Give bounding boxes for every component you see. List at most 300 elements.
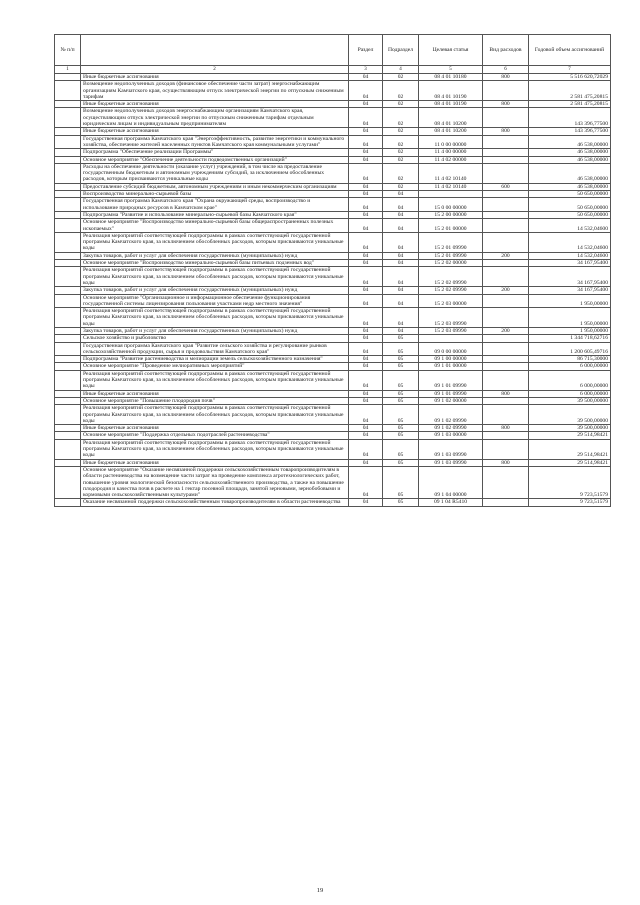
podrazdel-cell: 05 — [383, 356, 419, 363]
csr-cell — [419, 191, 483, 198]
csr-cell: 11 4 00 00000 — [419, 149, 483, 156]
amount-cell: 39 500,00000 — [529, 425, 611, 432]
table-row — [55, 363, 611, 370]
csr-cell: 15 2 01 09990 — [419, 252, 483, 259]
podrazdel-cell: 02 — [383, 163, 419, 183]
amount-cell: 46 538,00000 — [529, 163, 611, 183]
row-name-cell: Государственная программа Камчатского края "Охрана окружающей среды, воспроизводство и использование природных ресурсов в Камчатском крае" — [81, 198, 349, 212]
podrazdel-cell: 05 — [383, 439, 419, 459]
vr-cell — [483, 363, 529, 370]
row-num-cell — [55, 287, 81, 294]
vr-cell — [483, 149, 529, 156]
razdel-cell: 04 — [349, 363, 383, 370]
amount-cell: 1 344 718,62716 — [529, 335, 611, 342]
csr-cell: 09 1 03 09990 — [419, 459, 483, 466]
razdel-cell: 04 — [349, 439, 383, 459]
podrazdel-cell: 04 — [383, 327, 419, 334]
podrazdel-cell: 04 — [383, 198, 419, 212]
table-row — [55, 327, 611, 334]
csr-cell: 15 2 02 09990 — [419, 267, 483, 287]
amount-cell: 5 516 620,72029 — [529, 74, 611, 81]
header-vr: Вид расходов — [483, 35, 529, 66]
row-num-cell — [55, 432, 81, 439]
podrazdel-cell: 02 — [383, 101, 419, 108]
row-num-cell — [55, 294, 81, 308]
razdel-cell: 04 — [349, 219, 383, 233]
podrazdel-cell: 05 — [383, 466, 419, 498]
table-row — [55, 198, 611, 212]
table-row — [55, 342, 611, 356]
table-row — [55, 232, 611, 252]
table-row — [55, 370, 611, 390]
csr-cell: 11 4 02 10140 — [419, 163, 483, 183]
row-num-cell — [55, 499, 81, 506]
csr-cell: 09 1 04 00000 — [419, 466, 483, 498]
vr-cell — [483, 232, 529, 252]
amount-cell: 86 715,30000 — [529, 356, 611, 363]
table-body — [55, 74, 611, 507]
row-name-cell: Подпрограмма "Развитие и использование минерально-сырьевой базы Камчатского края" — [81, 211, 349, 218]
csr-cell: 09 1 03 00000 — [419, 432, 483, 439]
row-name-cell: Реализация мероприятий соответствующей подпрограммы в рамках соответствующей государственной программы Камчатского края, за исключением обособленных расходов, которым присваиваются уникальные коды — [81, 308, 349, 328]
row-name-cell: Реализация мероприятий соответствующей подпрограммы в рамках соответствующей государственной программы Камчатского края, за исключением обособленных расходов, которым присваиваются уникальные коды — [81, 439, 349, 459]
row-name-cell: Сельское хозяйство и рыболовство — [81, 335, 349, 342]
row-num-cell — [55, 135, 81, 149]
row-num-cell — [55, 370, 81, 390]
vr-cell — [483, 335, 529, 342]
razdel-cell: 04 — [349, 198, 383, 212]
row-num-cell — [55, 356, 81, 363]
table-row — [55, 287, 611, 294]
podrazdel-cell: 05 — [383, 405, 419, 425]
row-num-cell — [55, 191, 81, 198]
row-name-cell: Закупка товаров, работ и услуг для обеспечения государственных (муниципальных) нужд — [81, 327, 349, 334]
amount-cell: 46 538,00000 — [529, 183, 611, 190]
razdel-cell: 04 — [349, 108, 383, 128]
row-name-cell: Закупка товаров, работ и услуг для обеспечения государственных (муниципальных) нужд — [81, 252, 349, 259]
podrazdel-cell: 05 — [383, 390, 419, 397]
razdel-cell: 04 — [349, 232, 383, 252]
podrazdel-cell: 02 — [383, 156, 419, 163]
amount-cell: 1 200 605,49716 — [529, 342, 611, 356]
row-name-cell: Воспроизводство минерально-сырьевой базы — [81, 191, 349, 198]
podrazdel-cell: 02 — [383, 108, 419, 128]
table-row — [55, 439, 611, 459]
table-row — [55, 149, 611, 156]
row-num-cell — [55, 308, 81, 328]
colnum: 5 — [419, 66, 483, 74]
razdel-cell: 04 — [349, 128, 383, 135]
row-num-cell — [55, 183, 81, 190]
row-name-cell: Иные бюджетные ассигнования — [81, 459, 349, 466]
row-num-cell — [55, 149, 81, 156]
vr-cell — [483, 466, 529, 498]
amount-cell: 1 950,00000 — [529, 308, 611, 328]
podrazdel-cell: 05 — [383, 397, 419, 404]
podrazdel-cell: 04 — [383, 211, 419, 218]
table-row — [55, 183, 611, 190]
csr-cell: 15 2 02 09990 — [419, 287, 483, 294]
podrazdel-cell: 02 — [383, 74, 419, 81]
amount-cell: 2 581 475,20815 — [529, 81, 611, 101]
razdel-cell: 04 — [349, 191, 383, 198]
podrazdel-cell: 02 — [383, 128, 419, 135]
csr-cell: 11 0 00 00000 — [419, 135, 483, 149]
colnum: 4 — [383, 66, 419, 74]
header-sum: Годовой объем ассигнований — [529, 35, 611, 66]
table-row — [55, 425, 611, 432]
podrazdel-cell: 05 — [383, 499, 419, 506]
razdel-cell: 04 — [349, 149, 383, 156]
amount-cell: 1 950,00000 — [529, 294, 611, 308]
razdel-cell: 04 — [349, 327, 383, 334]
podrazdel-cell: 05 — [383, 425, 419, 432]
row-name-cell: Иные бюджетные ассигнования — [81, 128, 349, 135]
vr-cell — [483, 356, 529, 363]
header-csr: Целевая статья — [419, 35, 483, 66]
razdel-cell: 04 — [349, 260, 383, 267]
table-row — [55, 499, 611, 506]
row-num-cell — [55, 267, 81, 287]
row-num-cell — [55, 232, 81, 252]
amount-cell: 46 538,00000 — [529, 156, 611, 163]
row-name-cell: Иные бюджетные ассигнования — [81, 390, 349, 397]
amount-cell: 143 396,77500 — [529, 128, 611, 135]
amount-cell: 14 532,04600 — [529, 232, 611, 252]
csr-cell: 15 2 01 09990 — [419, 232, 483, 252]
row-name-cell: Основное мероприятие "Воспроизводство минерально-сырьевой базы общераспространенных полезных ископаемых" — [81, 219, 349, 233]
razdel-cell: 04 — [349, 252, 383, 259]
razdel-cell: 04 — [349, 294, 383, 308]
vr-cell — [483, 108, 529, 128]
podrazdel-cell: 05 — [383, 432, 419, 439]
csr-cell: 09 1 02 00000 — [419, 397, 483, 404]
table-row — [55, 294, 611, 308]
table-row — [55, 191, 611, 198]
table-row — [55, 135, 611, 149]
podrazdel-cell: 04 — [383, 232, 419, 252]
podrazdel-cell: 04 — [383, 294, 419, 308]
csr-cell: 08 4 01 10200 — [419, 108, 483, 128]
row-name-cell: Иные бюджетные ассигнования — [81, 425, 349, 432]
podrazdel-cell: 04 — [383, 260, 419, 267]
vr-cell — [483, 294, 529, 308]
podrazdel-cell: 04 — [383, 267, 419, 287]
csr-cell: 15 0 00 00000 — [419, 198, 483, 212]
colnum: 6 — [483, 66, 529, 74]
vr-cell — [483, 156, 529, 163]
razdel-cell: 04 — [349, 211, 383, 218]
podrazdel-cell: 04 — [383, 191, 419, 198]
razdel-cell: 04 — [349, 342, 383, 356]
razdel-cell: 04 — [349, 356, 383, 363]
row-num-cell — [55, 459, 81, 466]
podrazdel-cell: 04 — [383, 287, 419, 294]
row-name-cell: Основное мероприятие "Воспроизводство минерально-сырьевой базы питьевых подземных вод" — [81, 260, 349, 267]
amount-cell: 34 167,95400 — [529, 267, 611, 287]
row-name-cell: Расходы на обеспечение деятельности (оказание услуг) учреждений, в том числе на предоставление государственным бюджетным и автономным учреждениям субсидий, за исключением обособленных расходов, которым присваиваются уникальные коды — [81, 163, 349, 183]
row-name-cell: Основное мероприятие "Оказание несвязанной поддержки сельскохозяйственным товаропроизводителям в области растениеводства на возмещение части затрат на проведение комплекса агротехнологических работ, повышение уровня экологической безопасности сельскохозяйственного производства, а также на повышение плодородия и качества почв в расчете на 1 гектар посевной площади, занятой зерновыми, зернобобовыми и кормовыми сельскохозяйственными культурами" — [81, 466, 349, 498]
razdel-cell: 04 — [349, 267, 383, 287]
amount-cell: 6 000,00000 — [529, 370, 611, 390]
podrazdel-cell: 05 — [383, 370, 419, 390]
vr-cell: 800 — [483, 459, 529, 466]
budget-table — [54, 34, 611, 507]
vr-cell: 800 — [483, 74, 529, 81]
header-num: № п/п — [55, 35, 81, 66]
csr-cell — [419, 335, 483, 342]
vr-cell — [483, 260, 529, 267]
page-number: 19 — [316, 887, 324, 894]
row-num-cell — [55, 101, 81, 108]
amount-cell: 9 723,51579 — [529, 466, 611, 498]
row-name-cell: Возмещение недополученных доходов энергоснабжающим организациям Камчатского края, осуществляющим отпуск электрической энергии по отпускным сниженным тарифам отдельным юридическим лицам и индивидуальным предпринимателям — [81, 108, 349, 128]
razdel-cell: 04 — [349, 499, 383, 506]
row-name-cell: Основное мероприятие "Повышение плодородия почв" — [81, 397, 349, 404]
vr-cell: 600 — [483, 183, 529, 190]
column-number-row — [55, 66, 611, 74]
row-name-cell: Реализация мероприятий соответствующей подпрограммы в рамках соответствующей государственной программы Камчатского края, за исключением обособленных расходов, которым присваиваются уникальные коды — [81, 370, 349, 390]
csr-cell: 09 1 02 09990 — [419, 405, 483, 425]
vr-cell — [483, 198, 529, 212]
row-name-cell: Закупка товаров, работ и услуг для обеспечения государственных (муниципальных) нужд — [81, 287, 349, 294]
podrazdel-cell: 02 — [383, 81, 419, 101]
razdel-cell: 04 — [349, 81, 383, 101]
razdel-cell: 04 — [349, 308, 383, 328]
amount-cell: 39 500,00000 — [529, 397, 611, 404]
amount-cell: 46 538,00000 — [529, 149, 611, 156]
row-num-cell — [55, 81, 81, 101]
row-num-cell — [55, 363, 81, 370]
amount-cell: 50 650,00000 — [529, 198, 611, 212]
row-name-cell: Подпрограмма "Обеспечение реализации Программы" — [81, 149, 349, 156]
vr-cell — [483, 163, 529, 183]
table-row — [55, 108, 611, 128]
vr-cell — [483, 342, 529, 356]
amount-cell: 143 396,77500 — [529, 108, 611, 128]
razdel-cell: 04 — [349, 335, 383, 342]
row-num-cell — [55, 108, 81, 128]
csr-cell: 09 1 00 00000 — [419, 356, 483, 363]
row-num-cell — [55, 211, 81, 218]
csr-cell: 09 1 03 09990 — [419, 439, 483, 459]
vr-cell — [483, 81, 529, 101]
table-row — [55, 432, 611, 439]
row-num-cell — [55, 198, 81, 212]
table-row — [55, 163, 611, 183]
row-num-cell — [55, 219, 81, 233]
row-num-cell — [55, 260, 81, 267]
razdel-cell: 04 — [349, 459, 383, 466]
vr-cell — [483, 499, 529, 506]
amount-cell: 1 950,00000 — [529, 327, 611, 334]
row-name-cell: Возмещение недополученных доходов (финансовое обеспечение части затрат) энергоснабжающим организациям Камчатского края, осуществляющим отпуск электрической энергии по отпускным снижениым тарифам — [81, 81, 349, 101]
amount-cell: 14 532,04600 — [529, 252, 611, 259]
amount-cell: 50 650,00000 — [529, 191, 611, 198]
vr-cell — [483, 439, 529, 459]
csr-cell: 09 1 01 09990 — [419, 390, 483, 397]
row-name-cell: Основное мероприятие "Проведение мелиоративных мероприятий" — [81, 363, 349, 370]
razdel-cell: 04 — [349, 156, 383, 163]
row-num-cell — [55, 466, 81, 498]
csr-cell: 15 2 02 00000 — [419, 260, 483, 267]
row-name-cell: Реализация мероприятий соответствующей подпрограммы в рамках соответствующей государственной программы Камчатского края, за исключением обособленных расходов, которым присваиваются уникальные коды — [81, 405, 349, 425]
vr-cell — [483, 432, 529, 439]
podrazdel-cell: 05 — [383, 335, 419, 342]
razdel-cell: 04 — [349, 163, 383, 183]
row-name-cell: Реализация мероприятий соответствующей подпрограммы в рамках соответствующей государственной программы Камчатского края, за исключением обособленных расходов, которым присваиваются уникальные коды — [81, 267, 349, 287]
podrazdel-cell: 04 — [383, 219, 419, 233]
row-num-cell — [55, 327, 81, 334]
razdel-cell: 04 — [349, 287, 383, 294]
podrazdel-cell: 02 — [383, 183, 419, 190]
colnum: 1 — [55, 66, 81, 74]
csr-cell: 15 2 03 09990 — [419, 327, 483, 334]
row-num-cell — [55, 390, 81, 397]
vr-cell: 200 — [483, 287, 529, 294]
csr-cell: 09 1 01 09990 — [419, 370, 483, 390]
csr-cell: 15 2 00 00000 — [419, 211, 483, 218]
table-row — [55, 397, 611, 404]
table-row — [55, 466, 611, 498]
row-name-cell: Предоставление субсидий бюджетным, автономным учреждениям и иным некоммерческим организациям — [81, 183, 349, 190]
csr-cell: 09 1 04 R5410 — [419, 499, 483, 506]
amount-cell: 50 650,00000 — [529, 211, 611, 218]
row-name-cell: Основное мероприятие "Обеспечение деятельности подведомственных организаций" — [81, 156, 349, 163]
table-row — [55, 390, 611, 397]
row-num-cell — [55, 156, 81, 163]
vr-cell — [483, 191, 529, 198]
csr-cell: 08 4 01 10190 — [419, 81, 483, 101]
table-row — [55, 308, 611, 328]
colnum: 3 — [349, 66, 383, 74]
vr-cell: 800 — [483, 101, 529, 108]
razdel-cell: 04 — [349, 466, 383, 498]
csr-cell: 11 4 02 10140 — [419, 183, 483, 190]
table-row — [55, 219, 611, 233]
razdel-cell: 04 — [349, 101, 383, 108]
amount-cell: 14 532,04600 — [529, 219, 611, 233]
table-row — [55, 459, 611, 466]
header-name — [81, 35, 349, 66]
colnum: 2 — [81, 66, 349, 74]
row-name-cell: Реализация мероприятий соответствующей подпрограммы в рамках соответствующей государственной программы Камчатского края, за исключением обособленных расходов, которым присваиваются уникальные коды — [81, 232, 349, 252]
table-row — [55, 252, 611, 259]
podrazdel-cell: 02 — [383, 135, 419, 149]
vr-cell — [483, 211, 529, 218]
vr-cell — [483, 370, 529, 390]
amount-cell: 9 723,51579 — [529, 499, 611, 506]
amount-cell: 29 514,98421 — [529, 439, 611, 459]
podrazdel-cell: 05 — [383, 459, 419, 466]
vr-cell — [483, 267, 529, 287]
table-row — [55, 156, 611, 163]
razdel-cell: 04 — [349, 425, 383, 432]
table-row — [55, 260, 611, 267]
row-num-cell — [55, 397, 81, 404]
amount-cell: 46 538,00000 — [529, 135, 611, 149]
razdel-cell: 04 — [349, 183, 383, 190]
table-row — [55, 128, 611, 135]
vr-cell — [483, 308, 529, 328]
razdel-cell: 04 — [349, 370, 383, 390]
amount-cell: 6 000,00000 — [529, 363, 611, 370]
razdel-cell: 04 — [349, 74, 383, 81]
table-row — [55, 335, 611, 342]
row-num-cell — [55, 425, 81, 432]
amount-cell: 34 167,95400 — [529, 287, 611, 294]
row-num-cell — [55, 74, 81, 81]
csr-cell: 15 2 01 00000 — [419, 219, 483, 233]
row-name-cell: Подпрограмма "Развитие растениеводства и мелиорации земель сельскохозяйственного назначения" — [81, 356, 349, 363]
row-num-cell — [55, 405, 81, 425]
podrazdel-cell: 05 — [383, 342, 419, 356]
row-name-cell: Оказание несвязанной поддержки сельскохозяйственным товаропроизводителям в области растениеводства — [81, 499, 349, 506]
csr-cell: 15 2 03 00000 — [419, 294, 483, 308]
table-row — [55, 405, 611, 425]
podrazdel-cell: 04 — [383, 252, 419, 259]
row-name-cell: Государственная программа Камчатского края "Развитие сельского хозяйства и регулирование рынков сельскохозяйственной продукции, сырья и продовольствия Камчатского края" — [81, 342, 349, 356]
header-row — [55, 35, 611, 66]
csr-cell: 08 4 01 10200 — [419, 128, 483, 135]
table-row — [55, 356, 611, 363]
podrazdel-cell: 02 — [383, 149, 419, 156]
amount-cell: 6 000,00000 — [529, 390, 611, 397]
csr-cell: 09 1 02 09990 — [419, 425, 483, 432]
colnum: 7 — [529, 66, 611, 74]
header-podrazdel: Подраздел — [383, 35, 419, 66]
vr-cell — [483, 397, 529, 404]
razdel-cell: 04 — [349, 405, 383, 425]
podrazdel-cell: 05 — [383, 363, 419, 370]
table-row — [55, 211, 611, 218]
row-num-cell — [55, 128, 81, 135]
vr-cell: 200 — [483, 327, 529, 334]
row-num-cell — [55, 439, 81, 459]
row-name-cell: Основное мероприятие "Организационное и информационное обеспечение функционирования государственной системы лицензирования пользования участками недр местного значения" — [81, 294, 349, 308]
csr-cell: 08 4 01 10180 — [419, 74, 483, 81]
vr-cell: 800 — [483, 425, 529, 432]
vr-cell — [483, 219, 529, 233]
razdel-cell: 04 — [349, 397, 383, 404]
csr-cell: 09 1 01 00000 — [419, 363, 483, 370]
vr-cell: 800 — [483, 128, 529, 135]
csr-cell: 11 4 02 00000 — [419, 156, 483, 163]
amount-cell: 39 500,00000 — [529, 405, 611, 425]
header-razdel: Раздел — [349, 35, 383, 66]
row-name-cell: Государственная программа Камчатского края "Энергоэффективность, развитие энергетики и коммунального хозяйства, обеспечение жителей населенных пунктов Камчатского края коммунальными услугами" — [81, 135, 349, 149]
razdel-cell: 04 — [349, 135, 383, 149]
csr-cell: 09 0 00 00000 — [419, 342, 483, 356]
vr-cell: 200 — [483, 252, 529, 259]
table-row — [55, 74, 611, 81]
csr-cell: 15 2 03 09990 — [419, 308, 483, 328]
row-num-cell — [55, 335, 81, 342]
row-num-cell — [55, 163, 81, 183]
row-num-cell — [55, 342, 81, 356]
vr-cell — [483, 135, 529, 149]
vr-cell — [483, 405, 529, 425]
amount-cell: 2 581 475,20815 — [529, 101, 611, 108]
table-row — [55, 101, 611, 108]
row-num-cell — [55, 252, 81, 259]
razdel-cell: 04 — [349, 390, 383, 397]
row-name-cell: Иные бюджетные ассигнования — [81, 74, 349, 81]
table-row — [55, 267, 611, 287]
amount-cell: 29 514,98421 — [529, 459, 611, 466]
table-row — [55, 81, 611, 101]
amount-cell: 34 167,95400 — [529, 260, 611, 267]
